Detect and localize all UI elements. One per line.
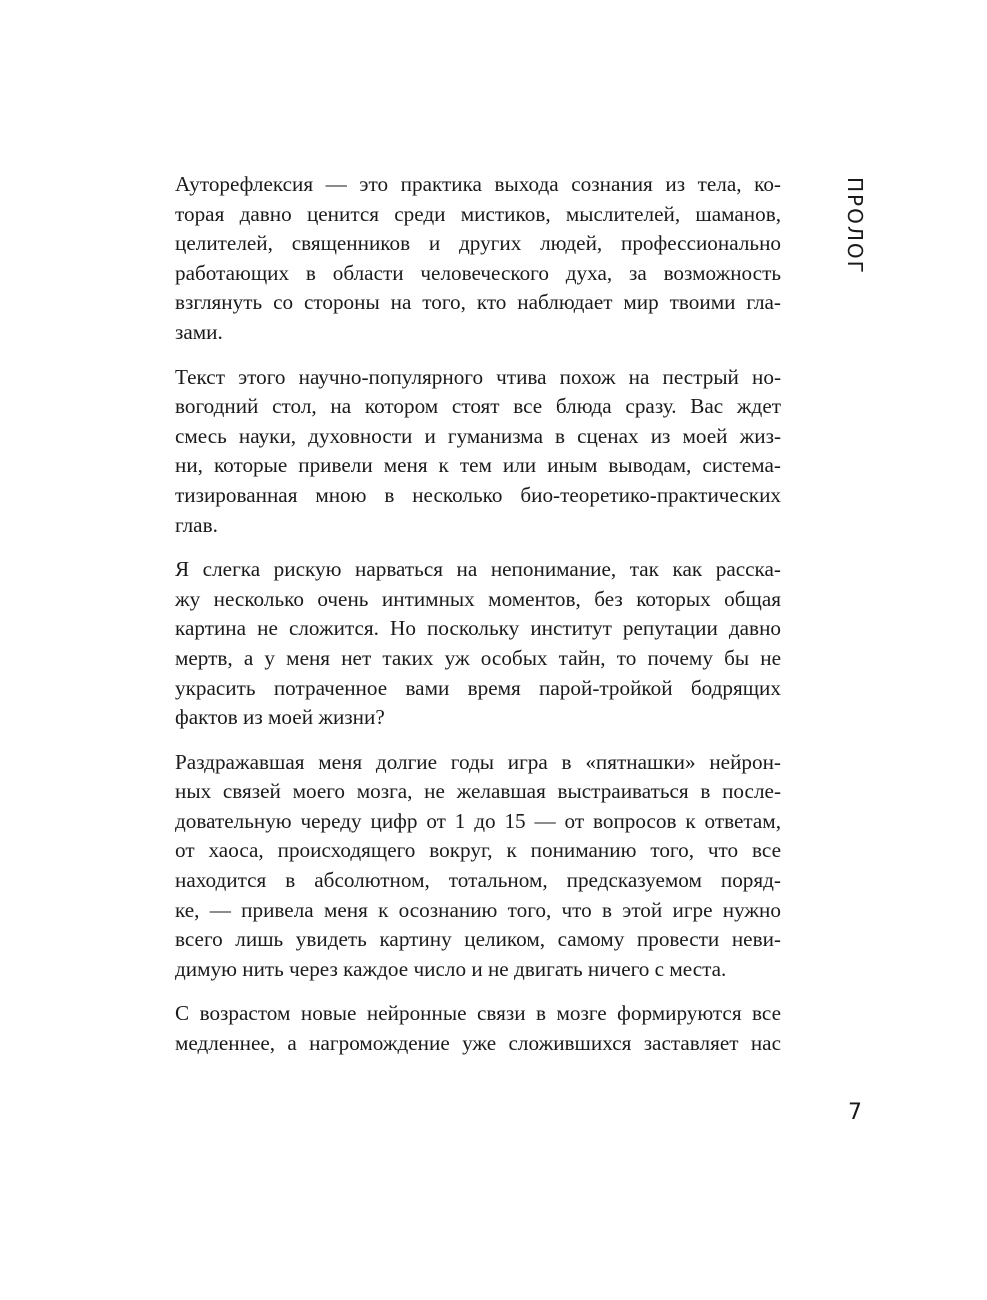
text-line: ни, которые привели меня к тем или иным выводам, системa- (175, 453, 781, 478)
running-head: ПРОЛОГ (843, 177, 867, 275)
text-line: украсить потраченное вами время парой-тройкой бодрящих (175, 675, 781, 700)
text-line: ке, — привела меня к осознанию того, что в этой игре нужно (175, 897, 781, 922)
text-line: находится в абсолютном, тотальном, предсказуемом поряд- (175, 868, 781, 893)
text-line: смесь науки, духовности и гуманизма в сценах из моей жиз- (175, 423, 781, 448)
text-line: фактов из моей жизни? (175, 705, 385, 730)
text-line: глав. (175, 512, 218, 537)
text-line: Раздражавшая меня долгие годы игра в «пятнашки» нейрон- (175, 749, 781, 774)
text-line: довательную череду цифр от 1 до 15 — от вопросов к ответам, (175, 808, 781, 833)
text-line: медленнее, а нагромождение уже сложившихся заставляет нас (175, 1031, 781, 1056)
text-line: взглянуть со стороны на того, кто наблюдает мир твоими гла- (175, 290, 781, 315)
paragraph (175, 748, 781, 985)
text-line: димую нить через каждое число и не двигать ничего с места. (175, 956, 727, 981)
text-line: от хаоса, происходящего вокруг, к пониманию того, что все (175, 838, 781, 863)
text-line: мертв, а у меня нет таких уж особых тайн, то почему бы не (175, 645, 781, 670)
text-line: Текст этого научно-популярного чтива похож на пестрый но- (175, 364, 781, 389)
text-line: тизированная мною в несколько био-теоретико-практических (175, 482, 781, 507)
text-line: зами. (175, 319, 223, 344)
body-text (175, 170, 781, 1074)
text-line: картина не сложится. Но поскольку институт репутации давно (175, 616, 781, 641)
text-line: С возрастом новые нейронные связи в мозге формируются все (175, 1001, 781, 1026)
text-line: Ауторефлексия — это практика выхода сознания из тела, ко- (175, 172, 781, 196)
paragraph (175, 999, 781, 1058)
text-line: вогодний стол, на котором стоят все блюда сразу. Вас ждет (175, 394, 781, 419)
paragraph (175, 555, 781, 733)
text-line: Я слегка рискую нарваться на непонимание, так как расска- (175, 557, 781, 582)
text-line: жу несколько очень интимных моментов, без которых общая (175, 586, 781, 611)
page-number: 7 (848, 1100, 862, 1125)
text-line: работающих в области человеческого духа, за возможность (175, 260, 781, 285)
text-line: торая давно ценится среди мистиков, мыслителей, шаманов, (175, 201, 781, 226)
paragraph (175, 363, 781, 541)
text-line: всего лишь увидеть картину целиком, самому провести неви- (175, 927, 781, 952)
paragraph (175, 170, 781, 348)
text-line: целителей, священников и других людей, профессионально (175, 231, 781, 256)
text-line: ных связей моего мозга, не желавшая выстраиваться в после- (175, 779, 781, 804)
